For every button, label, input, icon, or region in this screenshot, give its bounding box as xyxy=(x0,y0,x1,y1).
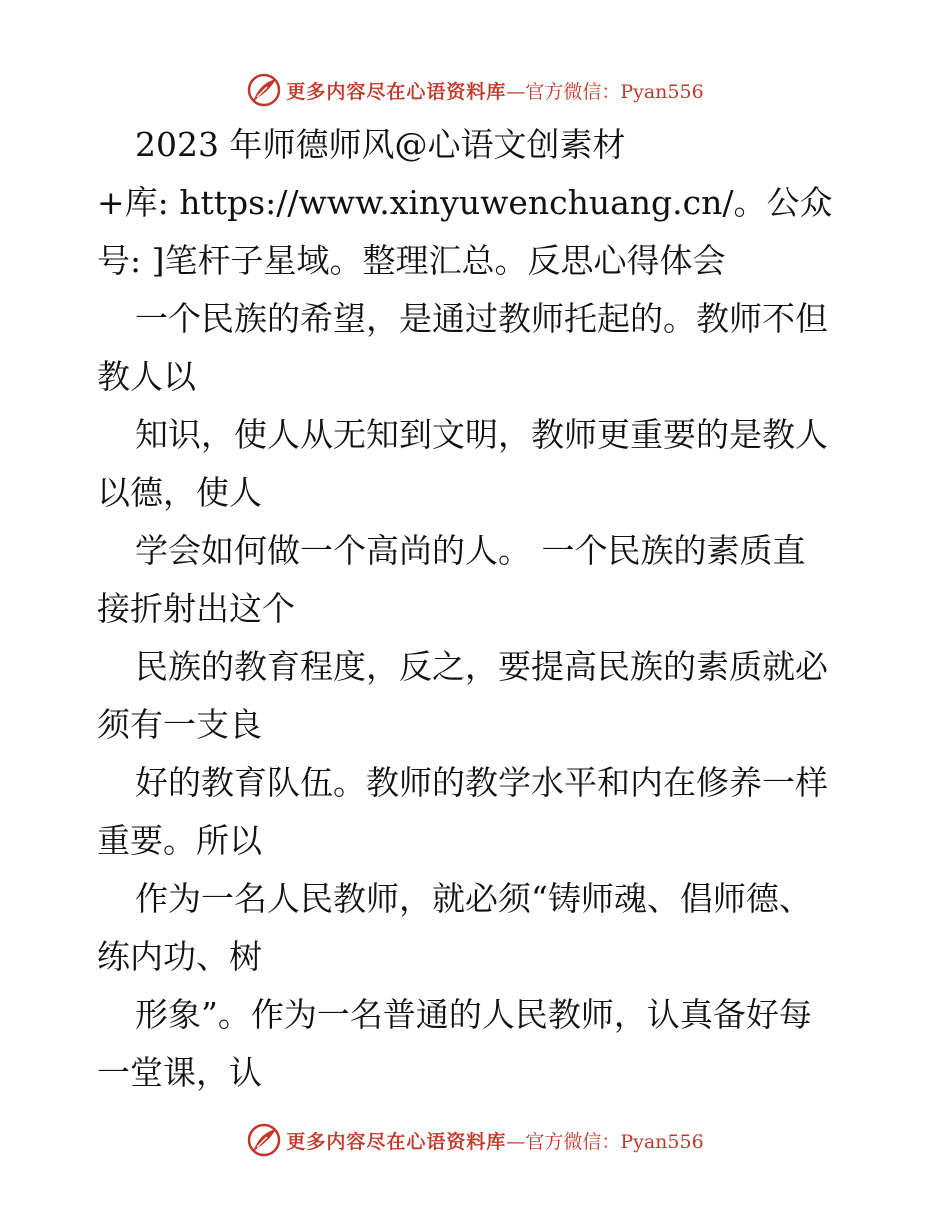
banner-main-text: 更多内容尽在心语资料库 xyxy=(286,80,507,103)
feather-pen-logo-icon xyxy=(246,1122,282,1158)
text-line: 号: ]笔杆子星域。整理汇总。反思心得体会 xyxy=(97,241,726,280)
text-line: 好的教育队伍。教师的教学水平和内在修养一样 xyxy=(135,763,828,802)
banner-contact-text: —官方微信：Pyan556 xyxy=(506,1130,704,1153)
text-line: 练内功、树 xyxy=(97,937,262,976)
text-line: 形象”。作为一名普通的人民教师，认真备好每 xyxy=(135,995,812,1034)
text-line: 知识，使人从无知到文明，教师更重要的是教人 xyxy=(135,415,828,454)
feather-pen-logo-icon xyxy=(246,72,282,108)
text-line: 作为一名人民教师，就必须“铸师魂、倡师德、 xyxy=(135,879,812,918)
document-body xyxy=(97,116,877,1102)
text-line: +库: https://www.xinyuwenchuang.cn/。公众 xyxy=(97,183,833,222)
text-line: 须有一支良 xyxy=(97,705,262,744)
header-banner xyxy=(0,70,950,110)
text-line: 2023 年师德师风@心语文创素材 xyxy=(135,125,626,164)
banner-main-text: 更多内容尽在心语资料库 xyxy=(286,1130,507,1153)
text-line: 民族的教育程度，反之，要提高民族的素质就必 xyxy=(135,647,828,686)
banner-contact-text: —官方微信：Pyan556 xyxy=(506,80,704,103)
text-line: 一堂课，认 xyxy=(97,1053,262,1092)
text-line: 接折射出这个 xyxy=(97,589,295,628)
text-line: 教人以 xyxy=(97,357,196,396)
text-line: 学会如何做一个高尚的人。 一个民族的素质直 xyxy=(135,531,806,570)
text-line: 一个民族的希望，是通过教师托起的。教师不但 xyxy=(135,299,828,338)
text-line: 重要。所以 xyxy=(97,821,262,860)
text-line: 以德，使人 xyxy=(97,473,262,512)
footer-banner xyxy=(0,1120,950,1160)
